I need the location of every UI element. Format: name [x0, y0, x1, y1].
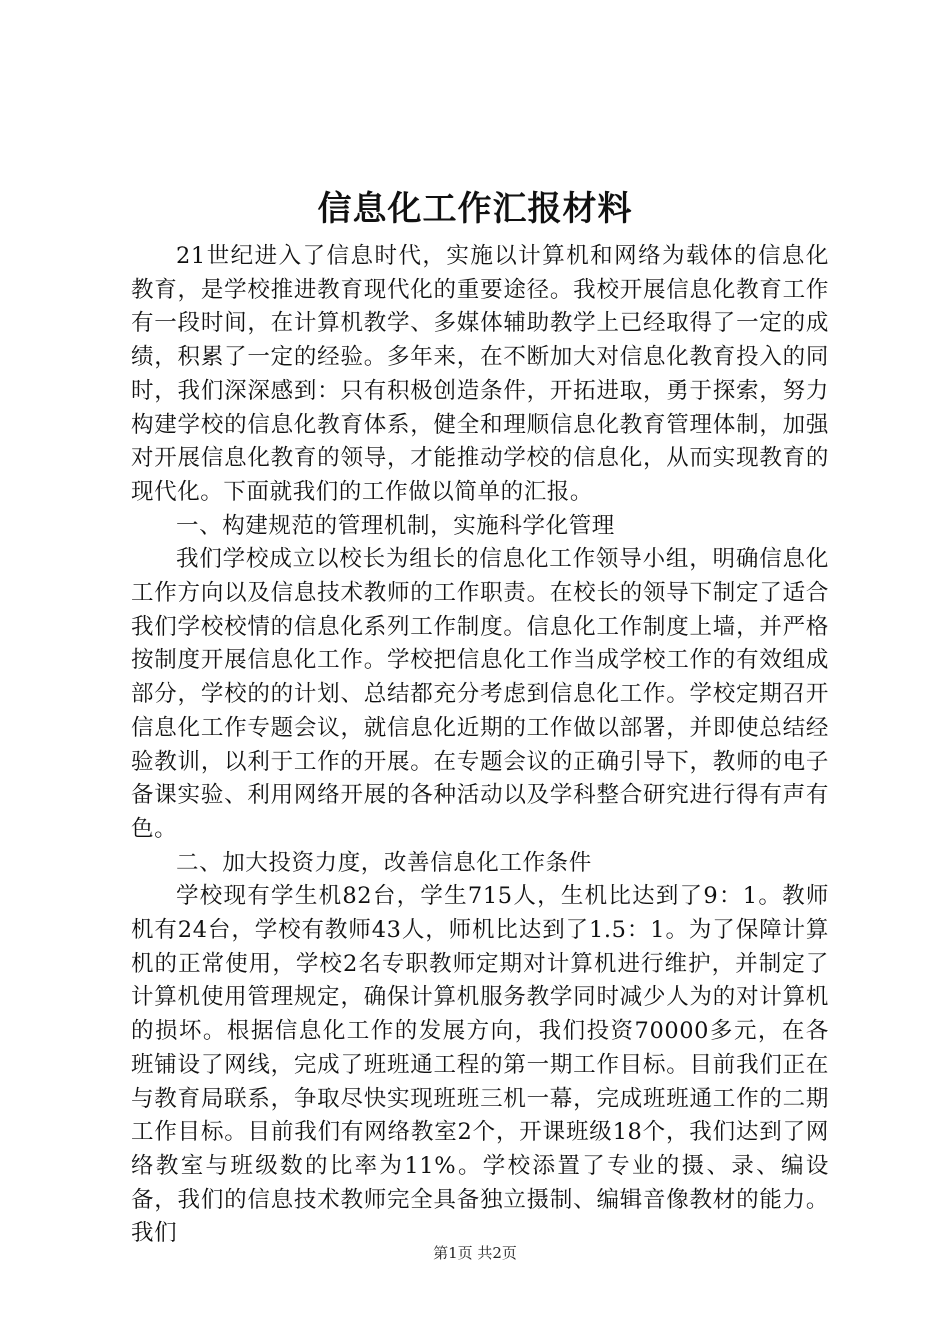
intro-paragraph: 21世纪进入了信息时代，实施以计算机和网络为载体的信息化教育，是学校推进教育现代化的重要途径。我校开展信息化教育工作有一段时间，在计算机教学、多媒体辅助教学上已经取得了一定的成绩，积累了一定的经验。多年来，在不断加大对信息化教育投入的同时，我们深深感到：只有积极创造条件，开拓进取，勇于探索，努力构建学校的信息化教育体系，健全和理顺信息化教育管理体制，加强对开展信息化教育的领导，才能推动学校的信息化，从而实现教育的现代化。下面就我们的工作做以简单的汇报。: [131, 243, 829, 505]
document-body: [131, 240, 829, 1251]
section-1-paragraph: 我们学校成立以校长为组长的信息化工作领导小组，明确信息化工作方向以及信息技术教师的工作职责。在校长的领导下制定了适合我们学校校情的信息化系列工作制度。信息化工作制度上墙，并严格按制度开展信息化工作。学校把信息化工作当成学校工作的有效组成部分，学校的的计划、总结都充分考虑到信息化工作。学校定期召开信息化工作专题会议，就信息化近期的工作做以部署，并即使总结经验教训，以利于工作的开展。在专题会议的正确引导下，教师的电子备课实验、利用网络开展的各种活动以及学科整合研究进行得有声有色。: [131, 546, 829, 842]
section-heading-2: 二、加大投资力度，改善信息化工作条件: [176, 849, 592, 876]
document-title: 信息化工作汇报材料: [317, 189, 633, 229]
section-2-paragraph: 学校现有学生机82台，学生715人，生机比达到了9：1。教师机有24台，学校有教师43人，师机比达到了1.5：1。为了保障计算机的正常使用，学校2名专职教师定期对计算机进行维护，并制定了计算机使用管理规定，确保计算机服务教学同时减少人为的对计算机的损坏。根据信息化工作的发展方向，我们投资70000多元，在各班铺设了网线，完成了班班通工程的第一期工作目标。目前我们正在与教育局联系，争取尽快实现班班三机一幕，完成班班通工作的二期工作目标。目前我们有网络教室2个，开课班级18个，我们达到了网络教室与班级数的比率为11%。学校添置了专业的摄、录、编设备，我们的信息技术教师完全具备独立摄制、编辑音像教材的能力。我们: [131, 883, 829, 1247]
section-heading-1: 一、构建规范的管理机制，实施科学化管理: [176, 512, 615, 539]
page-number-footer: 第1页 共2页: [433, 1244, 517, 1262]
